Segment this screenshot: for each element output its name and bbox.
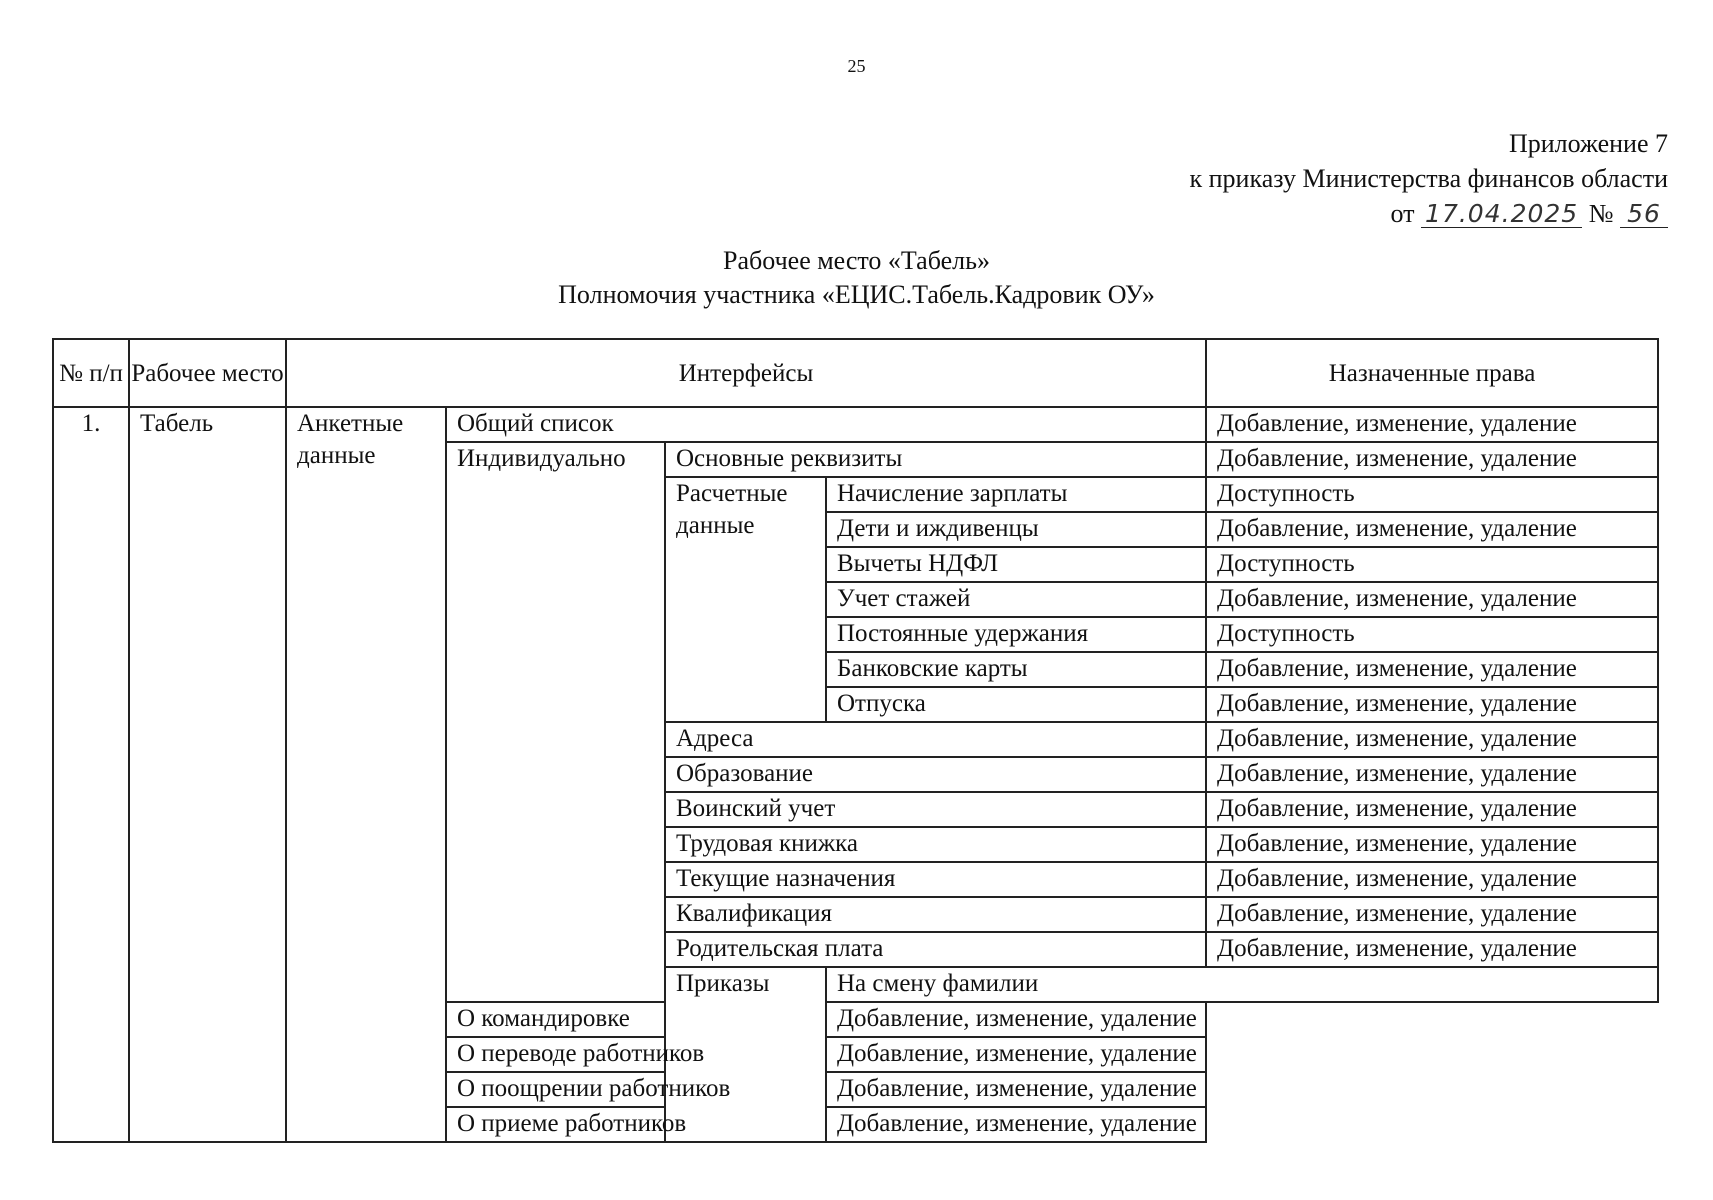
right-cell: Добавление, изменение, удаление <box>1206 862 1658 897</box>
calc-data-cell: Расчетные данные <box>665 477 826 722</box>
right-cell: Добавление, изменение, удаление <box>826 1037 1206 1072</box>
interface-name: Адреса <box>665 722 1206 757</box>
interface-name: Воинский учет <box>665 792 1206 827</box>
appendix-title: Приложение 7 <box>1508 129 1668 158</box>
general-list-cell: Общий список <box>446 407 1206 442</box>
header-rights: Назначенные права <box>1206 339 1658 407</box>
header-workplace: Рабочее место <box>129 339 286 407</box>
interface-name: Трудовая книжка <box>665 827 1206 862</box>
right-cell: Доступность <box>1206 617 1658 652</box>
right-cell: Добавление, изменение, удаление <box>1206 932 1658 967</box>
interface-name: О командировке <box>446 1002 826 1037</box>
right-cell: Добавление, изменение, удаление <box>1206 827 1658 862</box>
interface-name: О приеме работников <box>446 1107 826 1142</box>
interface-name: О переводе работников <box>446 1037 826 1072</box>
interface-name: Образование <box>665 757 1206 792</box>
right-cell: Добавление, изменение, удаление <box>1206 722 1658 757</box>
right-cell: Добавление, изменение, удаление <box>1206 687 1658 722</box>
right-cell: Доступность <box>1206 477 1658 512</box>
header-interfaces: Интерфейсы <box>286 339 1206 407</box>
right-cell: Добавление, изменение, удаление <box>1206 582 1658 617</box>
interface-name: Текущие назначения <box>665 862 1206 897</box>
heading-line-1: Рабочее место «Табель» <box>723 246 990 275</box>
table-row <box>53 407 1658 442</box>
individual-cell: Индивидуально <box>446 442 665 1002</box>
document-heading <box>0 244 1713 312</box>
right-cell: Добавление, изменение, удаление <box>1206 897 1658 932</box>
interface-name: Квалификация <box>665 897 1206 932</box>
interface-name: Родительская плата <box>665 932 1206 967</box>
appendix-date-line <box>1190 196 1669 231</box>
header-row <box>53 339 1658 407</box>
interface-name: На смену фамилии <box>826 967 1658 1002</box>
appendix-block <box>1190 126 1669 231</box>
rights-table <box>52 338 1659 1143</box>
interface-name: О поощрении работников <box>446 1072 826 1107</box>
orders-cell: Приказы <box>665 967 826 1142</box>
interface-name: Банковские карты <box>826 652 1206 687</box>
workplace-cell: Табель <box>129 407 286 1142</box>
right-cell: Доступность <box>1206 547 1658 582</box>
right-cell: Добавление, изменение, удаление <box>826 1072 1206 1107</box>
right-cell: Добавление, изменение, удаление <box>1206 757 1658 792</box>
header-num: № п/п <box>53 339 129 407</box>
right-cell: Добавление, изменение, удаление <box>1206 792 1658 827</box>
page-number: 25 <box>847 56 866 76</box>
interface-name: Вычеты НДФЛ <box>826 547 1206 582</box>
right-cell: Добавление, изменение, удаление <box>826 1107 1206 1142</box>
appendix-order: к приказу Министерства финансов области <box>1189 164 1668 193</box>
order-number: 56 <box>1620 201 1668 228</box>
order-date: 17.04.2025 <box>1421 201 1582 228</box>
heading-line-2: Полномочия участника «ЕЦИС.Табель.Кадровик ОУ» <box>558 280 1155 309</box>
interface-name: Учет стажей <box>826 582 1206 617</box>
interface-name: Дети и иждивенцы <box>826 512 1206 547</box>
main-requisites-cell: Основные реквизиты <box>665 442 1206 477</box>
right-cell: Добавление, изменение, удаление <box>1206 652 1658 687</box>
right-cell: Добавление, изменение, удаление <box>826 1002 1206 1037</box>
number-label: № <box>1588 199 1614 228</box>
interface-name: Отпуска <box>826 687 1206 722</box>
interface-name: Начисление зарплаты <box>826 477 1206 512</box>
row-number: 1. <box>53 407 129 1142</box>
right-cell: Добавление, изменение, удаление <box>1206 407 1658 442</box>
from-label: от <box>1390 199 1415 228</box>
group-cell: Анкетные данные <box>286 407 446 1142</box>
interface-name: Постоянные удержания <box>826 617 1206 652</box>
right-cell: Добавление, изменение, удаление <box>1206 512 1658 547</box>
right-cell: Добавление, изменение, удаление <box>1206 442 1658 477</box>
